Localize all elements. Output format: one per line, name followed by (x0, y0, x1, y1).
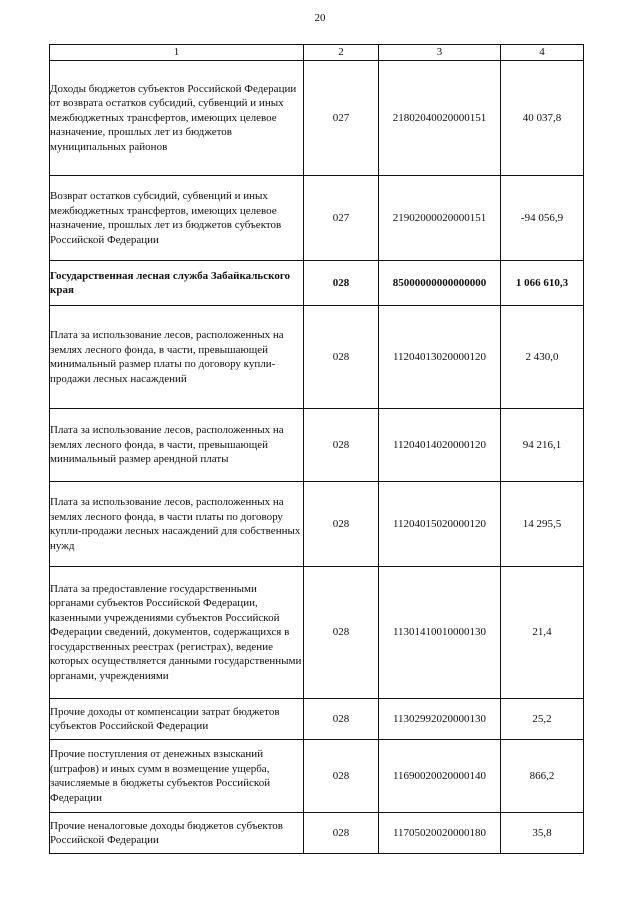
row-admin-code: 028 (304, 699, 379, 740)
row-budget-code: 11301410010000130 (379, 567, 501, 699)
table-row (50, 61, 584, 176)
row-budget-code: 85000000000000000 (379, 261, 501, 306)
row-budget-code: 11204014020000120 (379, 409, 501, 482)
table-header-row (50, 45, 584, 61)
table-row (50, 699, 584, 740)
row-admin-code: 028 (304, 261, 379, 306)
page-number: 20 (314, 12, 326, 24)
row-amount: -94 056,9 (501, 176, 584, 261)
row-admin-code: 027 (304, 61, 379, 176)
row-description: Возврат остатков субсидий, субвенций и иных межбюджетных трансфертов, имеющих целевое назначение, прошлых лет из бюджетов субъектов Российской Федерации (50, 176, 304, 261)
row-amount: 2 430,0 (501, 306, 584, 409)
column-header-3: 3 (379, 45, 501, 61)
row-amount: 40 037,8 (501, 61, 584, 176)
row-amount: 14 295,5 (501, 482, 584, 567)
row-description: Плата за использование лесов, расположенных на землях лесного фонда, в части платы по договору купли-продажи лесных насаждений для собственных нужд (50, 482, 304, 567)
row-admin-code: 028 (304, 409, 379, 482)
row-budget-code: 21802040020000151 (379, 61, 501, 176)
row-admin-code: 028 (304, 306, 379, 409)
table-row (50, 176, 584, 261)
table-row (50, 813, 584, 854)
row-amount: 21,4 (501, 567, 584, 699)
row-admin-code: 028 (304, 482, 379, 567)
row-admin-code: 028 (304, 813, 379, 854)
row-budget-code: 11204013020000120 (379, 306, 501, 409)
row-budget-code: 11204015020000120 (379, 482, 501, 567)
table-row (50, 567, 584, 699)
row-amount: 25,2 (501, 699, 584, 740)
row-description: Государственная лесная служба Забайкальского края (50, 261, 304, 306)
column-header-4: 4 (501, 45, 584, 61)
table-row (50, 306, 584, 409)
table-row (50, 409, 584, 482)
budget-revenue-table (49, 44, 584, 854)
column-header-1: 1 (50, 45, 304, 61)
row-budget-code: 11690020020000140 (379, 740, 501, 813)
table-row (50, 740, 584, 813)
row-amount: 1 066 610,3 (501, 261, 584, 306)
row-admin-code: 028 (304, 567, 379, 699)
row-amount: 94 216,1 (501, 409, 584, 482)
table-row-section-heading (50, 261, 584, 306)
row-budget-code: 11705020020000180 (379, 813, 501, 854)
row-admin-code: 028 (304, 740, 379, 813)
row-budget-code: 21902000020000151 (379, 176, 501, 261)
row-description: Доходы бюджетов субъектов Российской Федерации от возврата остатков субсидий, субвенций и иных межбюджетных трансфертов, имеющих целевое назначение, прошлых лет из бюджетов муниципальных районов (50, 61, 304, 176)
table-row (50, 482, 584, 567)
column-header-2: 2 (304, 45, 379, 61)
row-admin-code: 027 (304, 176, 379, 261)
row-description: Прочие неналоговые доходы бюджетов субъектов Российской Федерации (50, 813, 304, 854)
row-amount: 866,2 (501, 740, 584, 813)
row-amount: 35,8 (501, 813, 584, 854)
row-description: Прочие доходы от компенсации затрат бюджетов субъектов Российской Федерации (50, 699, 304, 740)
row-description: Плата за использование лесов, расположенных на землях лесного фонда, в части, превышающей минимальный размер арендной платы (50, 409, 304, 482)
row-budget-code: 11302992020000130 (379, 699, 501, 740)
row-description: Плата за предоставление государственными органами субъектов Российской Федерации, казенными учреждениями субъектов Российской Федерации сведений, документов, содержащихся в государственных реестрах (регистрах), ведение которых осуществляется данными государственными органами, учреждениями (50, 567, 304, 699)
row-description: Прочие поступления от денежных взысканий (штрафов) и иных сумм в возмещение ущерба, зачисляемые в бюджеты субъектов Российской Федерации (50, 740, 304, 813)
row-description: Плата за использование лесов, расположенных на землях лесного фонда, в части, превышающей минимальный размер платы по договору купли-продажи лесных насаждений (50, 306, 304, 409)
